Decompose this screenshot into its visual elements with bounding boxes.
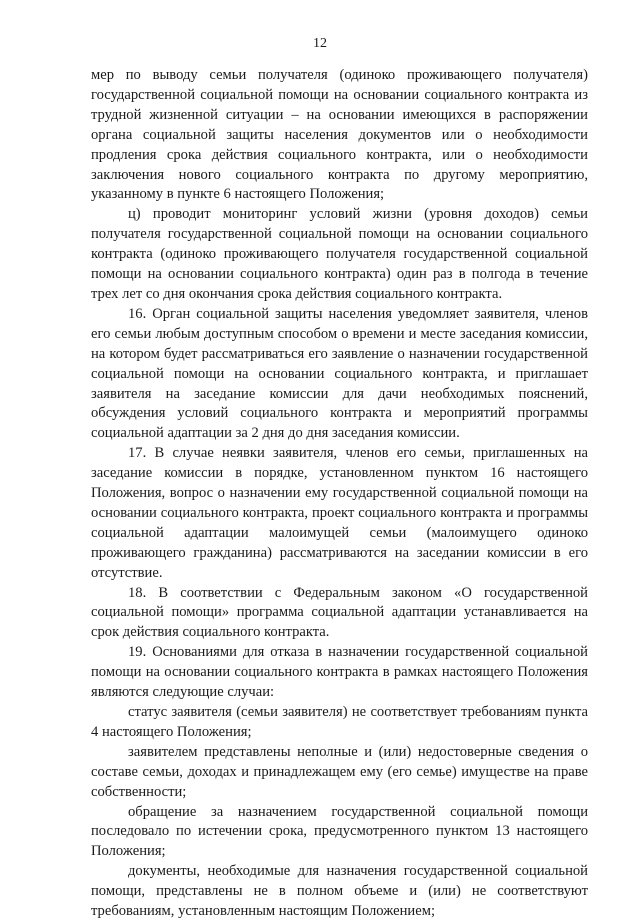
refusal-reason-deadline: обращение за назначением государственной социальной помощи последовало по истечении срока, предусмотренного пунктом 13 настоящего Положения; [91, 803, 588, 860]
paragraph-18: 18. В соответствии с Федеральным законом «О государственной социальной помощи» программа социальной адаптации устанавливается на срок действия социального контракта. [91, 584, 588, 641]
paragraph-19: 19. Основаниями для отказа в назначении государственной социальной помощи на основании социального контракта в рамках настоящего Положения являются следующие случаи: [91, 644, 588, 701]
paragraph-item-ts: ц) проводит мониторинг условий жизни (уровня доходов) семьи получателя государственной социальной помощи на основании социального контракта (одиноко проживающего получателя государственной социальной помощи на основании социального контракта) один раз в полгода в течение трех лет со дня окончания срока действия социального контракта. [91, 206, 588, 302]
document-body [91, 66, 588, 922]
paragraph-17: 17. В случае неявки заявителя, членов его семьи, приглашенных на заседание комиссии в порядке, установленном пунктом 16 настоящего Положения, вопрос о назначении ему государственной социальной помощи на основании социального контракта, проект социального контракта и программы социальной адаптации малоимущей семьи (малоимущего одиноко проживающего гражданина) рассматриваются на заседании комиссии в его отсутствие. [91, 445, 588, 581]
refusal-reason-status: статус заявителя (семьи заявителя) не соответствует требованиям пункта 4 настоящего Положения; [91, 704, 588, 740]
refusal-reason-incomplete-info: заявителем представлены неполные и (или) недостоверные сведения о составе семьи, доходах и принадлежащем ему (его семье) имуществе на праве собственности; [91, 743, 588, 800]
page-number: 12 [313, 36, 327, 51]
refusal-reason-documents: документы, необходимые для назначения государственной социальной помощи, представлены не в полном объеме и (или) не соответствуют требованиям, установленным настоящим Положением; [91, 863, 588, 920]
paragraph-16: 16. Орган социальной защиты населения уведомляет заявителя, членов его семьи любым доступным способом о времени и месте заседания комиссии, на котором будет рассматриваться его заявление о назначении государственной социальной помощи на основании социального контракта, и приглашает заявителя на заседание комиссии для дачи необходимых пояснений, обсуждения условий социального контракта и мероприятий программы социальной адаптации за 2 дня до дня заседания комиссии. [91, 305, 588, 442]
paragraph-continuation: мер по выводу семьи получателя (одиноко проживающего получателя) государственной социальной помощи на основании социального контракта из трудной жизненной ситуации – на основании имеющихся в распоряжении органа социальной защиты населения документов или о необходимости продления срока действия социального контракта, или о необходимости заключения нового социального контракта по другому мероприятию, указанному в пункте 6 настоящего Положения; [91, 67, 588, 203]
